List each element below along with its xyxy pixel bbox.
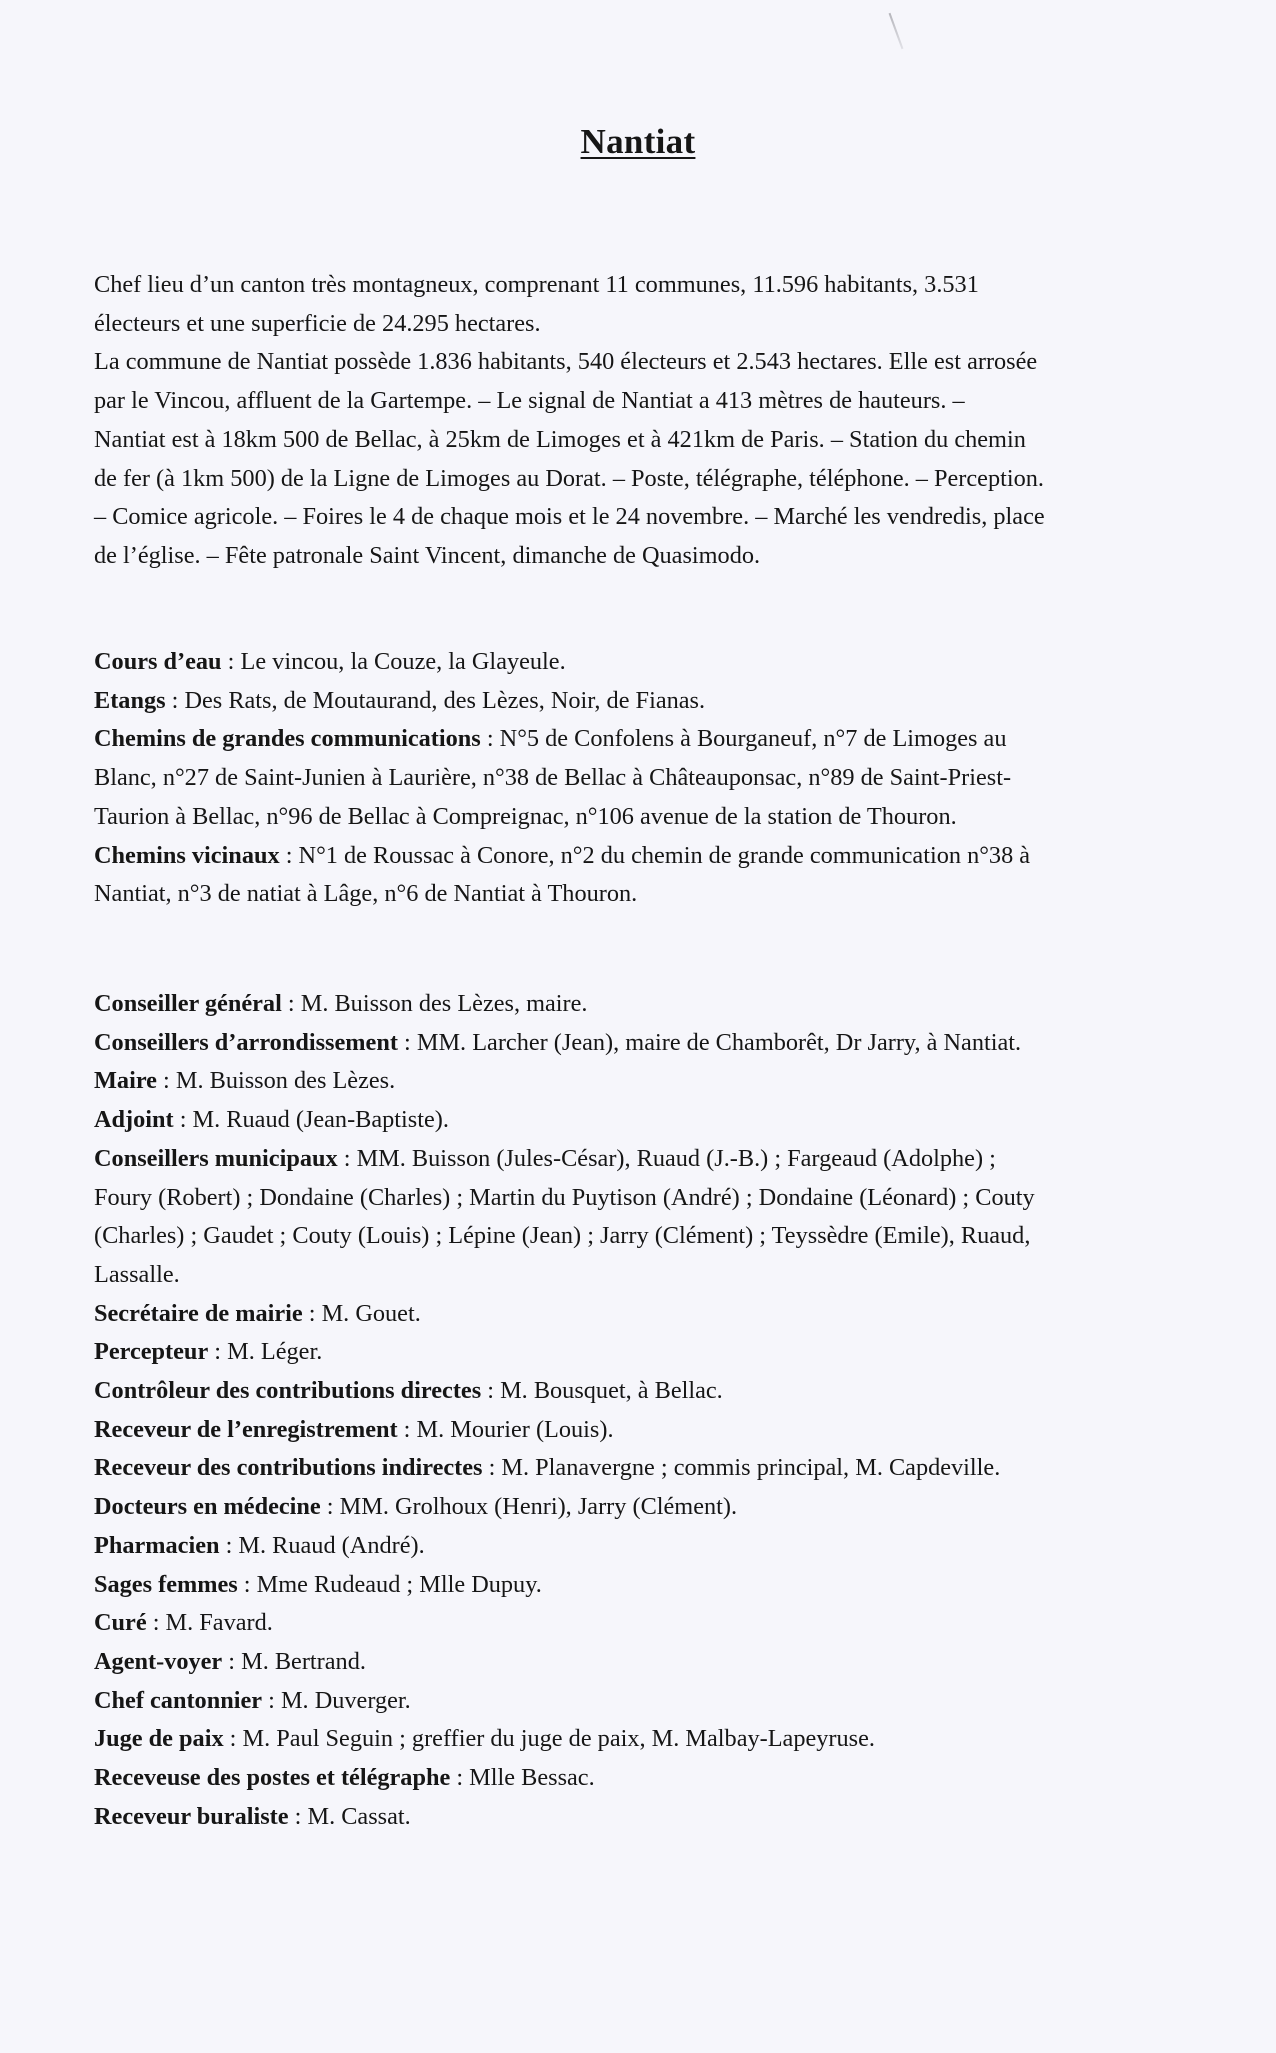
official-entry-label: Maire bbox=[94, 1067, 157, 1095]
official-entry-label: Docteurs en médecine bbox=[94, 1493, 321, 1521]
official-entry-label: Receveur des contributions indirectes bbox=[94, 1454, 483, 1482]
official-entry-label: Conseillers d’arrondissement bbox=[94, 1028, 398, 1056]
official-entry bbox=[94, 1527, 1224, 1566]
geography-entry-text: : Des Rats, de Moutaurand, des Lèzes, Noir, de Fianas. bbox=[165, 686, 706, 714]
geography-entry-label: Chemins de grandes communications bbox=[94, 725, 481, 753]
official-entry bbox=[94, 1682, 1224, 1721]
geography-section bbox=[94, 643, 1224, 914]
geography-entry bbox=[94, 643, 1224, 682]
official-entry bbox=[94, 1798, 1224, 1837]
official-entry-line bbox=[94, 1217, 1224, 1256]
geography-entry-line bbox=[94, 837, 1224, 876]
official-entry-line bbox=[94, 1527, 1224, 1566]
official-entry-label: Conseiller général bbox=[94, 990, 282, 1017]
intro-line: – Comice agricole. – Foires le 4 de chaque mois et le 24 novembre. – Marché les vendredis, place bbox=[94, 503, 1045, 531]
official-entry bbox=[94, 1333, 1224, 1372]
official-entry-text: : M. Bertrand. bbox=[222, 1647, 366, 1675]
geography-entry-line bbox=[94, 643, 1224, 682]
official-entry-label: Agent-voyer bbox=[94, 1647, 223, 1675]
official-entry bbox=[94, 1759, 1224, 1798]
official-entry bbox=[94, 1295, 1224, 1334]
intro-line: électeurs et une superficie de 24.295 hectares. bbox=[94, 309, 541, 337]
geography-entry-text: : N°5 de Confolens à Bourganeuf, n°7 de Limoges au bbox=[480, 725, 1007, 753]
official-entry-line bbox=[94, 1256, 1224, 1295]
official-entry-line bbox=[94, 1449, 1224, 1488]
official-entry bbox=[94, 1643, 1224, 1682]
intro-line: Chef lieu d’un canton très montagneux, comprenant 11 communes, 11.596 habitants, 3.531 bbox=[94, 271, 979, 298]
official-entry-label: Sages femmes bbox=[94, 1570, 238, 1598]
official-entry-line bbox=[94, 1682, 1224, 1721]
official-entry bbox=[94, 1140, 1224, 1295]
official-entry-text: : M. Bousquet, à Bellac. bbox=[481, 1377, 723, 1405]
geography-entry-text: : Le vincou, la Couze, la Glayeule. bbox=[221, 648, 566, 675]
official-entry-text: : M. Paul Seguin ; greffier du juge de paix, M. Malbay-Lapeyruse. bbox=[223, 1725, 875, 1753]
official-entry-label: Contrôleur des contributions directes bbox=[94, 1377, 482, 1405]
official-entry-line bbox=[94, 1488, 1224, 1527]
intro-line: La commune de Nantiat possède 1.836 habitants, 540 électeurs et 2.543 hectares. Elle est arrosée bbox=[94, 348, 1038, 376]
official-entry-label: Percepteur bbox=[94, 1338, 209, 1366]
official-entry-line bbox=[94, 1372, 1224, 1411]
intro-line: Nantiat est à 18km 500 de Bellac, à 25km de Limoges et à 421km de Paris. – Station du chemin bbox=[94, 425, 1026, 453]
official-entry-text: : MM. Larcher (Jean), maire de Chamborêt, Dr Jarry, à Nantiat. bbox=[397, 1028, 1022, 1056]
official-entry bbox=[94, 985, 1224, 1024]
official-entry-text: : M. Léger. bbox=[208, 1338, 323, 1366]
geography-entry-line bbox=[94, 720, 1224, 759]
geography-entry bbox=[94, 720, 1224, 836]
official-entry-line bbox=[94, 1024, 1224, 1063]
official-entry-label: Curé bbox=[94, 1609, 147, 1637]
official-entry-text: Foury (Robert) ; Dondaine (Charles) ; Martin du Puytison (André) ; Dondaine (Léonard) ; Couty bbox=[94, 1183, 1035, 1211]
official-entry-text: : M. Planavergne ; commis principal, M. Capdeville. bbox=[482, 1454, 1001, 1482]
official-entry-line bbox=[94, 1720, 1224, 1759]
intro-line: de l’église. – Fête patronale Saint Vincent, dimanche de Quasimodo. bbox=[94, 541, 761, 569]
official-entry-text: : Mme Rudeaud ; Mlle Dupuy. bbox=[237, 1570, 542, 1598]
intro-paragraph bbox=[94, 266, 1224, 576]
official-entry-label: Receveur buraliste bbox=[94, 1802, 289, 1830]
official-entry-label: Conseillers municipaux bbox=[94, 1144, 338, 1172]
official-entry bbox=[94, 1449, 1224, 1488]
geography-entry-text: Taurion à Bellac, n°96 de Bellac à Compreignac, n°106 avenue de la station de Thouron. bbox=[94, 802, 957, 830]
official-entry bbox=[94, 1604, 1224, 1643]
official-entry-text: : Mlle Bessac. bbox=[450, 1764, 595, 1792]
intro-line: de fer (à 1km 500) de la Ligne de Limoges au Dorat. – Poste, télégraphe, téléphone. – Perception. bbox=[94, 464, 1044, 492]
official-entry bbox=[94, 1720, 1224, 1759]
official-entry-label: Adjoint bbox=[94, 1106, 174, 1134]
official-entry-line bbox=[94, 985, 1224, 1024]
official-entry-text: : M. Buisson des Lèzes, maire. bbox=[281, 990, 588, 1017]
official-entry-label: Juge de paix bbox=[94, 1725, 224, 1753]
official-entry-text: : M. Cassat. bbox=[288, 1802, 411, 1830]
official-entry-label: Receveuse des postes et télégraphe bbox=[94, 1764, 451, 1792]
official-entry-line bbox=[94, 1140, 1224, 1179]
official-entry-line bbox=[94, 1411, 1224, 1450]
official-entry bbox=[94, 1062, 1224, 1101]
official-entry-text: : M. Mourier (Louis). bbox=[397, 1415, 614, 1443]
official-entry-line bbox=[94, 1643, 1224, 1682]
official-entry bbox=[94, 1411, 1224, 1450]
geography-entry-label: Chemins vicinaux bbox=[94, 841, 280, 869]
official-entry-text: : M. Ruaud (Jean-Baptiste). bbox=[173, 1106, 449, 1134]
official-entry-line bbox=[94, 1062, 1224, 1101]
official-entry-text: : M. Buisson des Lèzes. bbox=[156, 1067, 396, 1095]
official-entry-text: (Charles) ; Gaudet ; Couty (Louis) ; Lépine (Jean) ; Jarry (Clément) ; Teyssèdre (Emile), Ruaud, bbox=[94, 1222, 1031, 1250]
official-entry-text: Lassalle. bbox=[94, 1260, 180, 1288]
official-entry-text: : M. Ruaud (André). bbox=[219, 1531, 425, 1559]
official-entry-line bbox=[94, 1179, 1224, 1218]
page-title: Nantiat bbox=[580, 122, 696, 161]
official-entry-line bbox=[94, 1604, 1224, 1643]
official-entry-text: : M. Duverger. bbox=[262, 1686, 411, 1714]
official-entry-label: Receveur de l’enregistrement bbox=[94, 1415, 398, 1443]
official-entry-label: Pharmacien bbox=[94, 1531, 220, 1559]
scan-artifact-mark bbox=[889, 13, 904, 49]
official-entry bbox=[94, 1566, 1224, 1605]
official-entry bbox=[94, 1024, 1224, 1063]
official-entry-label: Secrétaire de mairie bbox=[94, 1299, 303, 1327]
geography-entry-label: Cours d’eau bbox=[94, 648, 222, 675]
geography-entry bbox=[94, 837, 1224, 914]
official-entry-text: : MM. Buisson (Jules-César), Ruaud (J.-B.) ; Fargeaud (Adolphe) ; bbox=[337, 1144, 996, 1172]
official-entry-line bbox=[94, 1333, 1224, 1372]
geography-entry-text: : N°1 de Roussac à Conore, n°2 du chemin de grande communication n°38 à bbox=[279, 841, 1031, 869]
officials-section bbox=[94, 985, 1224, 1836]
official-entry-line bbox=[94, 1759, 1224, 1798]
official-entry-line bbox=[94, 1798, 1224, 1837]
intro-line: par le Vincou, affluent de la Gartempe. – Le signal de Nantiat a 413 mètres de hauteurs. – bbox=[94, 387, 965, 415]
official-entry bbox=[94, 1372, 1224, 1411]
official-entry-text: : M. Favard. bbox=[146, 1609, 273, 1637]
official-entry-text: : MM. Grolhoux (Henri), Jarry (Clément). bbox=[320, 1493, 738, 1521]
geography-entry-line bbox=[94, 682, 1224, 721]
official-entry-text: : M. Gouet. bbox=[302, 1299, 421, 1327]
geography-entry-line bbox=[94, 798, 1224, 837]
official-entry-line bbox=[94, 1295, 1224, 1334]
geography-entry bbox=[94, 682, 1224, 721]
geography-entry-text: Nantiat, n°3 de natiat à Lâge, n°6 de Nantiat à Thouron. bbox=[94, 880, 638, 908]
official-entry-label: Chef cantonnier bbox=[94, 1686, 263, 1714]
geography-entry-line bbox=[94, 759, 1224, 798]
geography-entry-text: Blanc, n°27 de Saint-Junien à Laurière, n°38 de Bellac à Châteauponsac, n°89 de Saint-Priest- bbox=[94, 764, 1012, 792]
official-entry-line bbox=[94, 1566, 1224, 1605]
geography-entry-line bbox=[94, 875, 1224, 914]
geography-entry-label: Etangs bbox=[94, 686, 166, 714]
official-entry bbox=[94, 1488, 1224, 1527]
official-entry-line bbox=[94, 1101, 1224, 1140]
official-entry bbox=[94, 1101, 1224, 1140]
